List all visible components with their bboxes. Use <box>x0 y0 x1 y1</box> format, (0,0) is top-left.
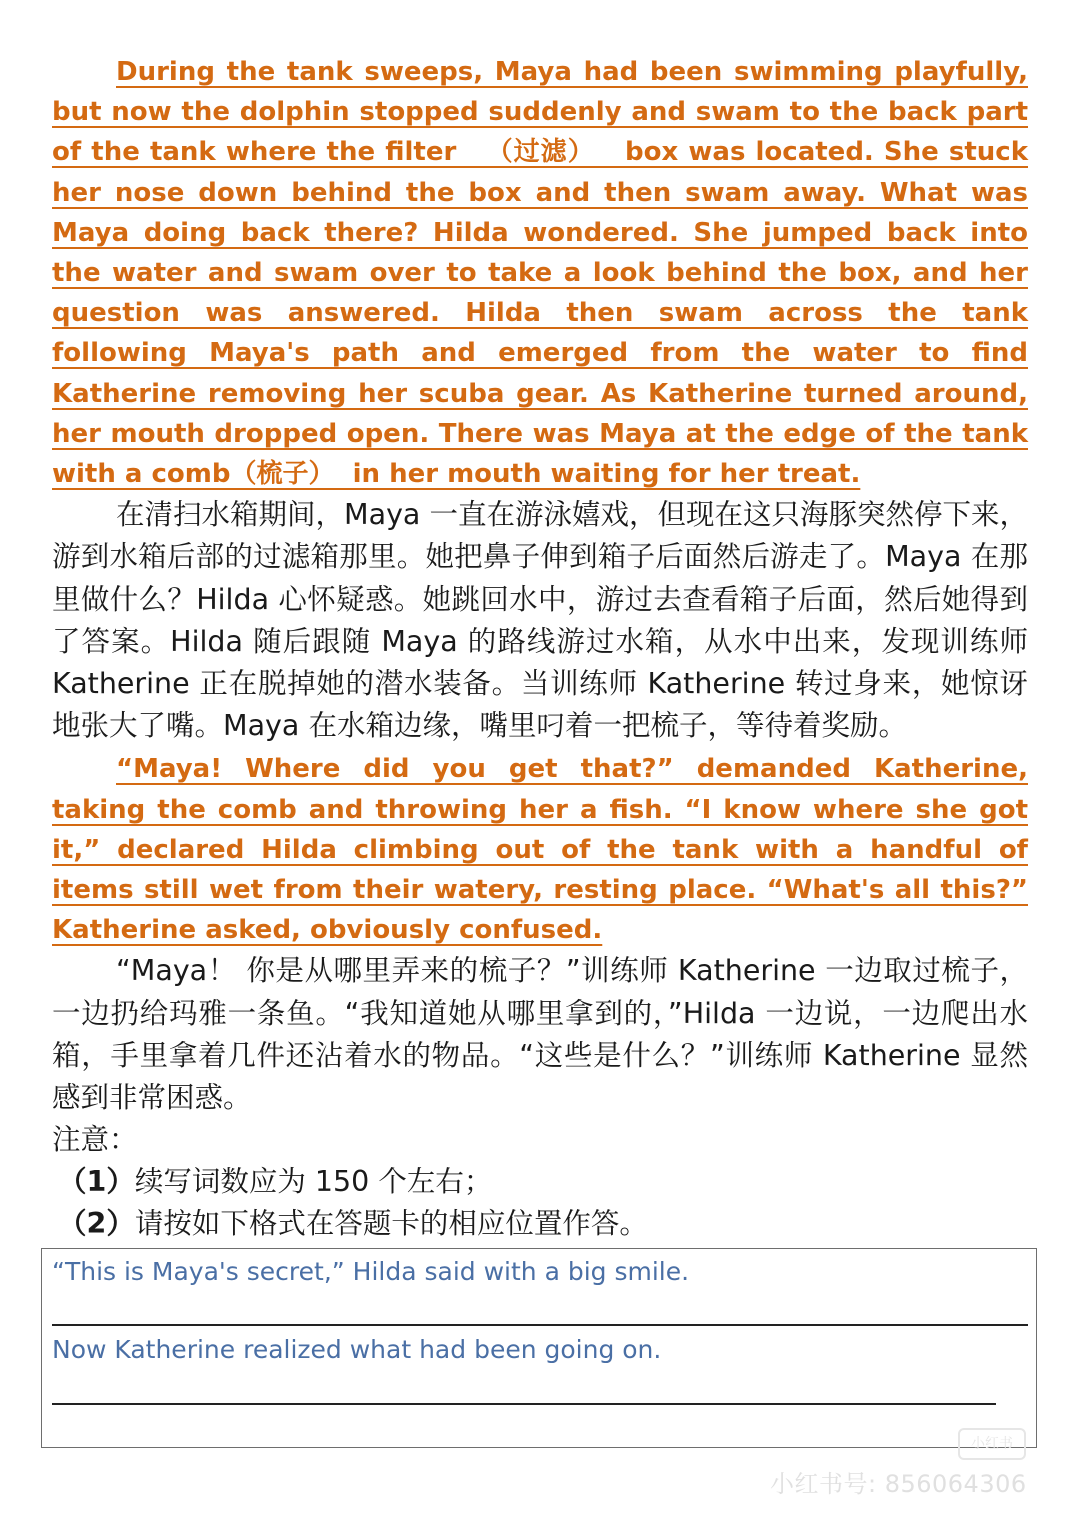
note-item-2 <box>52 1203 1028 1245</box>
answer-box <box>41 1248 1037 1448</box>
answer-opening-line-1: “This is Maya's secret,” Hilda said with a big smile. <box>52 1257 690 1286</box>
paragraph-2-chinese: “Maya！ 你是从哪里弄来的梳子？”训练师 Katherine 一边取过梳子，一边扔给玛雅一条鱼。“我知道她从哪里拿到的，”Hilda 一边说，一边爬出水箱，手里拿着几件还沾着水的物品。“这些是什么？”训练师 Katherine 显然感到非常困惑。 <box>52 954 1028 1115</box>
watermark-logo: 小红书 <box>958 1428 1026 1460</box>
note-2-text: 请按如下格式在答题卡的相应位置作答。 <box>134 1207 648 1241</box>
passage <box>52 52 1028 1245</box>
paragraph-2-english: “Maya! Where did you get that?” demanded Katherine, taking the comb and throwing her a fish. “I know where she got it,” declared Hilda climbing out of the tank with a handful of items still wet from their watery, resting place. “What's all this?” Katherine asked, obviously confused. <box>52 754 1028 946</box>
note-item-1 <box>52 1161 1028 1203</box>
note-1-text: 续写词数应为 150 个左右； <box>134 1165 493 1199</box>
note-2-number: （2） <box>58 1207 135 1241</box>
watermark-text: 小红书号: 856064306 <box>770 1470 1027 1498</box>
answer-writing-line-2 <box>52 1403 996 1405</box>
notes-section <box>52 1119 1028 1245</box>
answer-writing-line-1 <box>52 1324 1028 1326</box>
paragraph-1-english: During the tank sweeps, Maya had been swimming playfully, but now the dolphin stopped suddenly and swam to the back part of the tank where the filter （过滤） box was located. She stuck her nose down behind the box and then swam away. What was Maya doing back there? Hilda wondered. She jumped back into the water and swam over to take a look behind the box, and her question was answered. Hilda then swam across the tank following Maya's path and emerged from the water to find Katherine removing her scuba gear. As Katherine turned around, her mouth dropped open. There was Maya at the edge of the tank with a comb（梳子） in her mouth waiting for her treat. <box>52 57 1028 490</box>
note-1-number: （1） <box>58 1165 135 1199</box>
paragraph-1-chinese: 在清扫水箱期间，Maya 一直在游泳嬉戏，但现在这只海豚突然停下来，游到水箱后部的过滤箱那里。她把鼻子伸到箱子后面然后游走了。Maya 在那里做什么？Hilda 心怀疑惑。她跳回水中，游过去查看箱子后面，然后她得到了答案。Hilda 随后跟随 Maya 的路线游过水箱，从水中出来，发现训练师 Katherine 正在脱掉她的潜水装备。当训练师 Katherine 转过身来，她惊讶地张大了嘴。Maya 在水箱边缘，嘴里叼着一把梳子，等待着奖励。 <box>52 498 1028 743</box>
notes-title: 注意： <box>52 1123 138 1157</box>
answer-opening-line-2: Now Katherine realized what had been going on. <box>52 1335 662 1364</box>
